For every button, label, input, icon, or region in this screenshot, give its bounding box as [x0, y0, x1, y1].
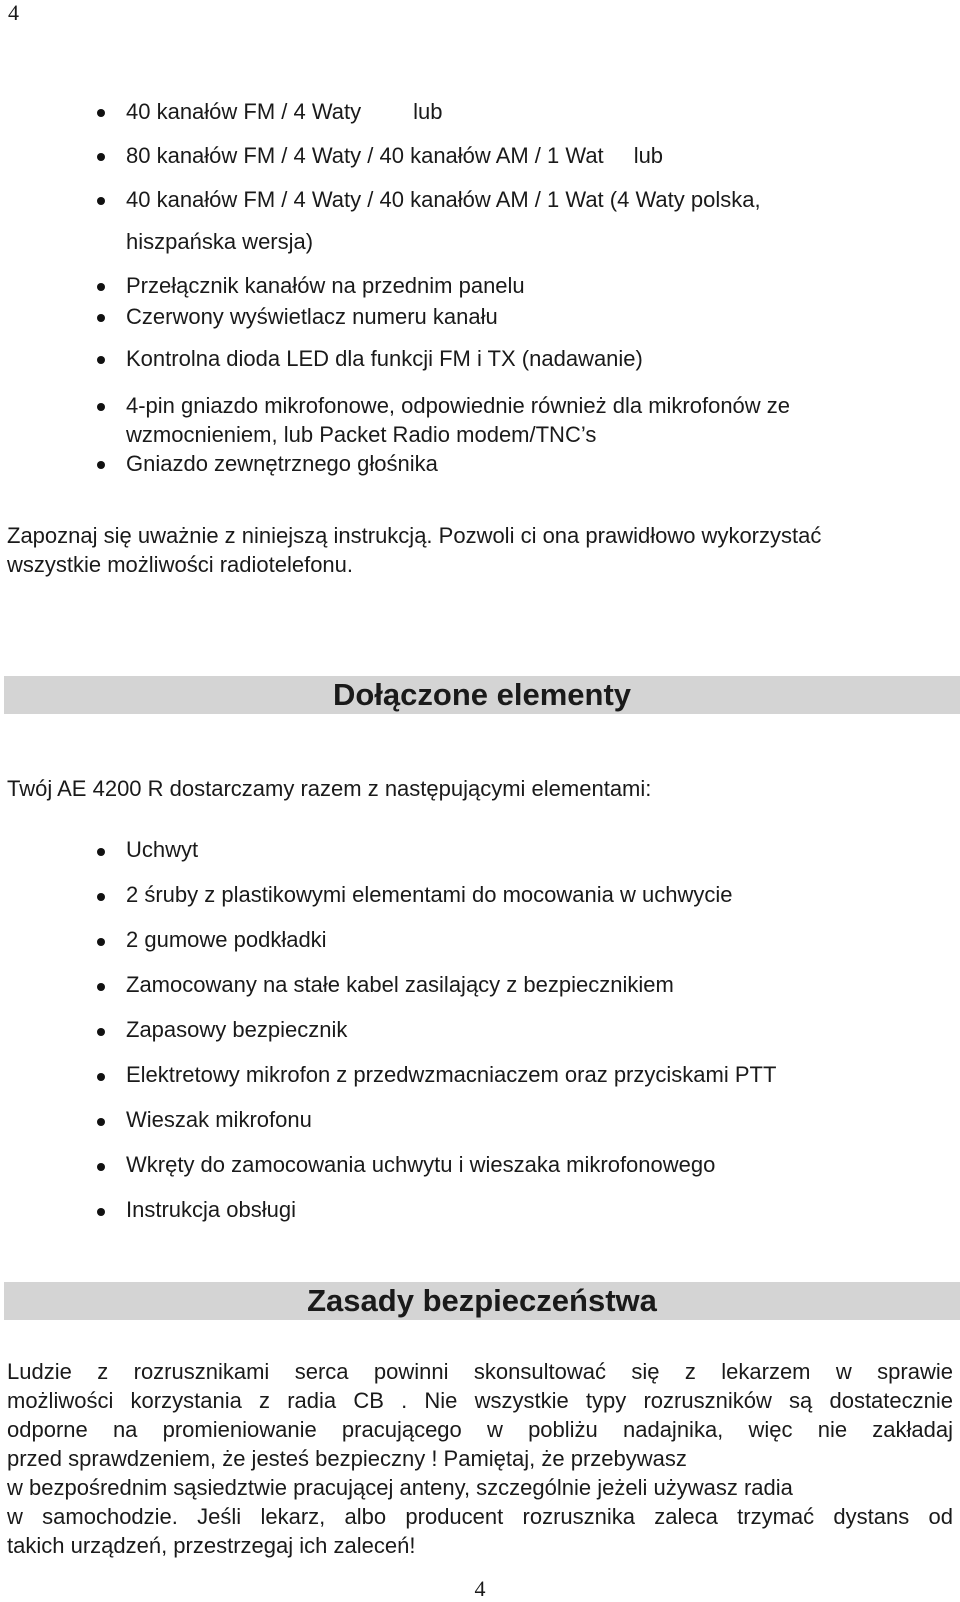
- list-item-continuation: hiszpańska wersja): [126, 229, 314, 254]
- section-heading-safety: Zasady bezpieczeństwa: [4, 1282, 960, 1320]
- list-item: Przełącznik kanałów na przednim panelu: [126, 273, 525, 298]
- list-item: Czerwony wyświetlacz numeru kanału: [126, 304, 498, 329]
- list-item: Kontrolna dioda LED dla funkcji FM i TX (nadawanie): [126, 346, 643, 371]
- list-item: 4-pin gniazdo mikrofonowe, odpowiednie również dla mikrofonów ze: [126, 393, 791, 418]
- instruction-note-line: Zapoznaj się uważnie z niniejszą instrukcją. Pozwoli ci ona prawidłowo wykorzystać: [7, 523, 822, 548]
- bullet-icon: [97, 283, 105, 291]
- page-number-bottom: 4: [474, 1576, 486, 1601]
- bullet-icon: [97, 938, 105, 946]
- section-heading-included: Dołączone elementy: [4, 676, 960, 714]
- safety-line: możliwości korzystania z radia CB . Nie wszystkie typy rozruszników są dostatecznie: [7, 1388, 953, 1413]
- safety-line: w samochodzie. Jeśli lekarz, albo producent rozrusznika zaleca trzymać dystans od: [7, 1504, 953, 1529]
- instruction-note: [7, 521, 953, 579]
- bullet-icon: [97, 1118, 105, 1126]
- safety-line: w bezpośrednim sąsiedztwie pracującej anteny, szczególnie jeżeli używasz radia: [7, 1475, 793, 1500]
- bullet-icon: [97, 153, 105, 161]
- list-item: Wieszak mikrofonu: [126, 1107, 312, 1132]
- safety-paragraph: [7, 1357, 953, 1560]
- bullet-icon: [97, 1208, 105, 1216]
- list-item: Uchwyt: [126, 837, 199, 862]
- list-item: 80 kanałów FM / 4 Waty / 40 kanałów AM / 1 Wat lub: [126, 143, 664, 168]
- list-item: 2 gumowe podkładki: [126, 927, 327, 952]
- list-item: Zapasowy bezpiecznik: [126, 1017, 348, 1042]
- safety-line: odporne na promieniowanie pracującego w pobliżu nadajnika, więc nie zakładaj: [7, 1417, 953, 1442]
- safety-line: Ludzie z rozrusznikami serca powinni skonsultować się z lekarzem w sprawie: [7, 1359, 953, 1384]
- bullet-icon: [97, 1163, 105, 1171]
- bullet-icon: [97, 356, 105, 364]
- list-item: 40 kanałów FM / 4 Waty lub: [126, 99, 443, 124]
- bullet-icon: [97, 1028, 105, 1036]
- list-item-continuation: wzmocnieniem, lub Packet Radio modem/TNC’s: [126, 422, 597, 447]
- safety-line: takich urządzeń, przestrzegaj ich zaleceń!: [7, 1533, 416, 1558]
- included-intro: Twój AE 4200 R dostarczamy razem z następującymi elementami:: [7, 776, 652, 801]
- safety-line: przed sprawdzeniem, że jesteś bezpieczny ! Pamiętaj, że przebywasz: [7, 1446, 687, 1471]
- bullet-icon: [97, 893, 105, 901]
- list-item: Zamocowany na stałe kabel zasilający z bezpiecznikiem: [126, 972, 674, 997]
- bullet-icon: [97, 848, 105, 856]
- bullet-icon: [97, 461, 105, 469]
- instruction-note-line: wszystkie możliwości radiotelefonu.: [7, 552, 354, 577]
- list-item: 40 kanałów FM / 4 Waty / 40 kanałów AM / 1 Wat (4 Waty polska,: [126, 187, 761, 212]
- bullet-icon: [97, 403, 105, 411]
- page-number-top: 4: [8, 0, 19, 25]
- list-item: Gniazdo zewnętrznego głośnika: [126, 451, 438, 476]
- bullet-icon: [97, 1073, 105, 1081]
- list-item: 2 śruby z plastikowymi elementami do mocowania w uchwycie: [126, 882, 733, 907]
- bullet-icon: [97, 109, 105, 117]
- bullet-icon: [97, 983, 105, 991]
- bullet-icon: [97, 314, 105, 322]
- list-item: Wkręty do zamocowania uchwytu i wieszaka mikrofonowego: [126, 1152, 716, 1177]
- list-item: Instrukcja obsługi: [126, 1197, 296, 1222]
- list-item: Elektretowy mikrofon z przedwzmacniaczem oraz przyciskami PTT: [126, 1062, 777, 1087]
- bullet-icon: [97, 197, 105, 205]
